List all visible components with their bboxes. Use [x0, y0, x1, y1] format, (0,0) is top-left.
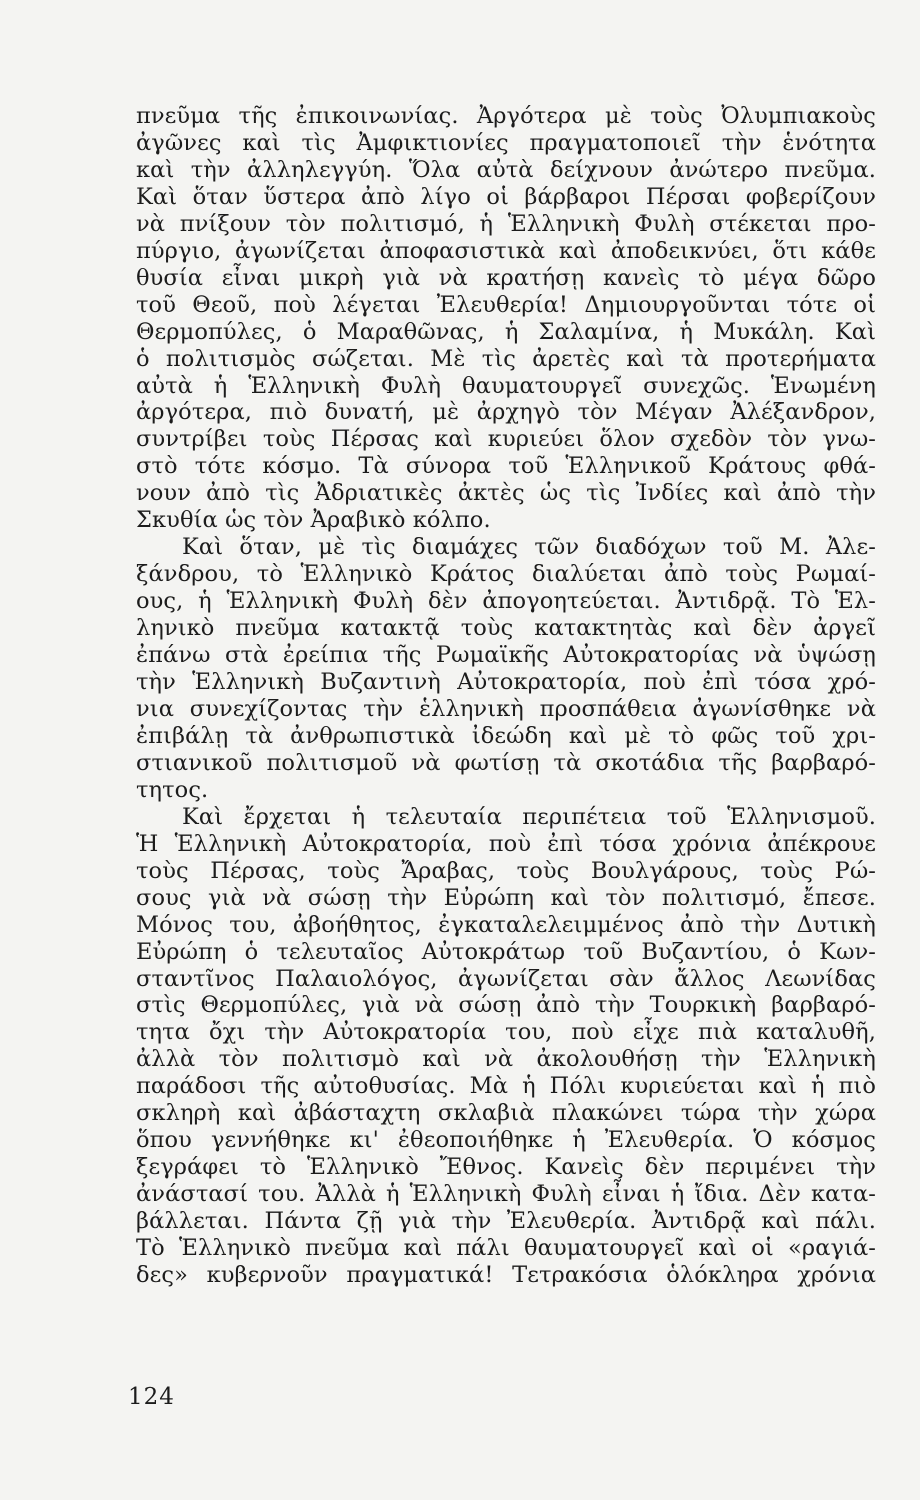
text-line: Καὶ ἔρχεται ἡ τελευταία περιπέτεια τοῦ Ἑλληνισμοῦ.	[182, 803, 876, 830]
text-line: Καὶ ὅταν ὕστερα ἀπὸ λίγο οἱ βάρβαροι Πέρσαι φοβερίζουν	[136, 183, 876, 210]
text-line: Σκυθία ὡς τὸν Ἀραβικὸ κόλπο.	[136, 507, 491, 534]
text-line: Ἡ Ἑλληνικὴ Αὐτοκρατορία, ποὺ ἐπὶ τόσα χρόνια ἀπέκρουε	[136, 830, 876, 857]
text-line: τοῦ Θεοῦ, ποὺ λέγεται Ἐλευθερία! Δημιουργοῦνται τότε οἱ	[136, 291, 876, 318]
text-line: νουν ἀπὸ τὶς Ἀδριατικὲς ἀκτὲς ὡς τὶς Ἰνδίες καὶ ἀπὸ τὴν	[136, 480, 876, 507]
text-line: ὁ πολιτισμὸς σώζεται. Μὲ τὶς ἀρετὲς καὶ τὰ προτερήματα	[136, 345, 876, 372]
text-line: στιανικοῦ πολιτισμοῦ νὰ φωτίσῃ τὰ σκοτάδια τῆς βαρβαρό-	[136, 749, 876, 776]
text-line: στὶς Θερμοπύλες, γιὰ νὰ σώσῃ ἀπὸ τὴν Τουρκικὴ βαρβαρό-	[136, 992, 876, 1019]
text-line: ξεγράφει τὸ Ἑλληνικὸ Ἔθνος. Κανεὶς δὲν περιμένει τὴν	[136, 1154, 876, 1181]
text-line: Τὸ Ἑλληνικὸ πνεῦμα καὶ πάλι θαυματουργεῖ καὶ οἱ «ραγιά-	[136, 1235, 876, 1262]
text-line: βάλλεται. Πάντα ζῇ γιὰ τὴν Ἐλευθερία. Ἀντιδρᾷ καὶ πάλι.	[136, 1208, 876, 1235]
page-number: 124	[128, 1384, 175, 1410]
text-line: καὶ τὴν ἀλληλεγγύη. Ὅλα αὐτὰ δείχνουν ἀνώτερο πνεῦμα.	[136, 156, 876, 183]
body-text	[136, 103, 876, 1289]
text-line: σους γιὰ νὰ σώσῃ τὴν Εὐρώπη καὶ τὸν πολιτισμό, ἔπεσε.	[136, 884, 876, 911]
text-line: αὐτὰ ἡ Ἑλληνικὴ Φυλὴ θαυματουργεῖ συνεχῶς. Ἑνωμένη	[136, 372, 876, 399]
text-line: τοὺς Πέρσας, τοὺς Ἄραβας, τοὺς Βουλγάρους, τοὺς Ρώ-	[136, 857, 876, 884]
text-line: ἀγῶνες καὶ τὶς Ἀμφικτιονίες πραγματοποιεῖ τὴν ἑνότητα	[136, 129, 876, 156]
text-line: σκληρὴ καὶ ἀβάσταχτη σκλαβιὰ πλακώνει τώρα τὴν χώρα	[136, 1100, 876, 1127]
text-line: τητος.	[136, 776, 209, 803]
text-line: Θερμοπύλες, ὁ Μαραθῶνας, ἡ Σαλαμίνα, ἡ Μυκάλη. Καὶ	[136, 318, 876, 345]
text-line: ἐπάνω στὰ ἐρείπια τῆς Ρωμαϊκῆς Αὐτοκρατορίας νὰ ὑψώσῃ	[136, 642, 876, 669]
text-line: Καὶ ὅταν, μὲ τὶς διαμάχες τῶν διαδόχων τοῦ Μ. Ἀλε-	[182, 534, 876, 561]
text-line: τὴν Ἑλληνικὴ Βυζαντινὴ Αὐτοκρατορία, ποὺ ἐπὶ τόσα χρό-	[136, 669, 876, 696]
text-line: ἀλλὰ τὸν πολιτισμὸ καὶ νὰ ἀκολουθήσῃ τὴν Ἑλληνικὴ	[136, 1046, 876, 1073]
text-line: Μόνος του, ἀβοήθητος, ἐγκαταλελειμμένος ἀπὸ τὴν Δυτικὴ	[136, 911, 876, 938]
text-line: ληνικὸ πνεῦμα κατακτᾷ τοὺς κατακτητὰς καὶ δὲν ἀργεῖ	[136, 615, 876, 642]
text-line: ὅπου γεννήθηκε κι' ἐθεοποιήθηκε ἡ Ἐλευθερία. Ὁ κόσμος	[136, 1127, 876, 1154]
text-line: Εὐρώπη ὁ τελευταῖος Αὐτοκράτωρ τοῦ Βυζαντίου, ὁ Κων-	[136, 938, 876, 965]
text-line: ἀργότερα, πιὸ δυνατή, μὲ ἀρχηγὸ τὸν Μέγαν Ἀλέξανδρον,	[136, 399, 876, 426]
text-line: νια συνεχίζοντας τὴν ἑλληνικὴ προσπάθεια ἀγωνίσθηκε νὰ	[136, 695, 876, 722]
text-line: παράδοσι τῆς αὐτοθυσίας. Μὰ ἡ Πόλι κυριεύεται καὶ ἡ πιὸ	[136, 1073, 876, 1100]
text-line: σταντῖνος Παλαιολόγος, ἀγωνίζεται σὰν ἄλλος Λεωνίδας	[136, 965, 876, 992]
text-line: πνεῦμα τῆς ἐπικοινωνίας. Ἀργότερα μὲ τοὺς Ὀλυμπιακοὺς	[136, 103, 876, 129]
text-line: ους, ἡ Ἑλληνικὴ Φυλὴ δὲν ἀπογοητεύεται. Ἀντιδρᾷ. Τὸ Ἑλ-	[136, 588, 876, 615]
text-line: θυσία εἶναι μικρὴ γιὰ νὰ κρατήσῃ κανεὶς τὸ μέγα δῶρο	[136, 264, 876, 291]
text-line: ἀνάστασί του. Ἀλλὰ ἡ Ἑλληνικὴ Φυλὴ εἶναι ἡ ἴδια. Δὲν κατα-	[136, 1181, 876, 1208]
text-line: τητα ὄχι τὴν Αὐτοκρατορία του, ποὺ εἶχε πιὰ καταλυθῆ,	[136, 1019, 876, 1046]
text-line: δες» κυβερνοῦν πραγματικά! Τετρακόσια ὁλόκληρα χρόνια	[136, 1261, 876, 1288]
text-line: ἐπιβάλῃ τὰ ἀνθρωπιστικὰ ἰδεώδη καὶ μὲ τὸ φῶς τοῦ χρι-	[136, 722, 876, 749]
text-line: στὸ τότε κόσμο. Τὰ σύνορα τοῦ Ἑλληνικοῦ Κράτους φθά-	[136, 453, 876, 480]
text-line: ξάνδρου, τὸ Ἑλληνικὸ Κράτος διαλύεται ἀπὸ τοὺς Ρωμαί-	[136, 561, 876, 588]
text-line: νὰ πνίξουν τὸν πολιτισμό, ἡ Ἑλληνικὴ Φυλὴ στέκεται προ-	[136, 210, 876, 237]
text-line: πύργιο, ἀγωνίζεται ἀποφασιστικὰ καὶ ἀποδεικνύει, ὅτι κάθε	[136, 237, 876, 264]
text-line: συντρίβει τοὺς Πέρσας καὶ κυριεύει ὅλον σχεδὸν τὸν γνω-	[136, 426, 876, 453]
